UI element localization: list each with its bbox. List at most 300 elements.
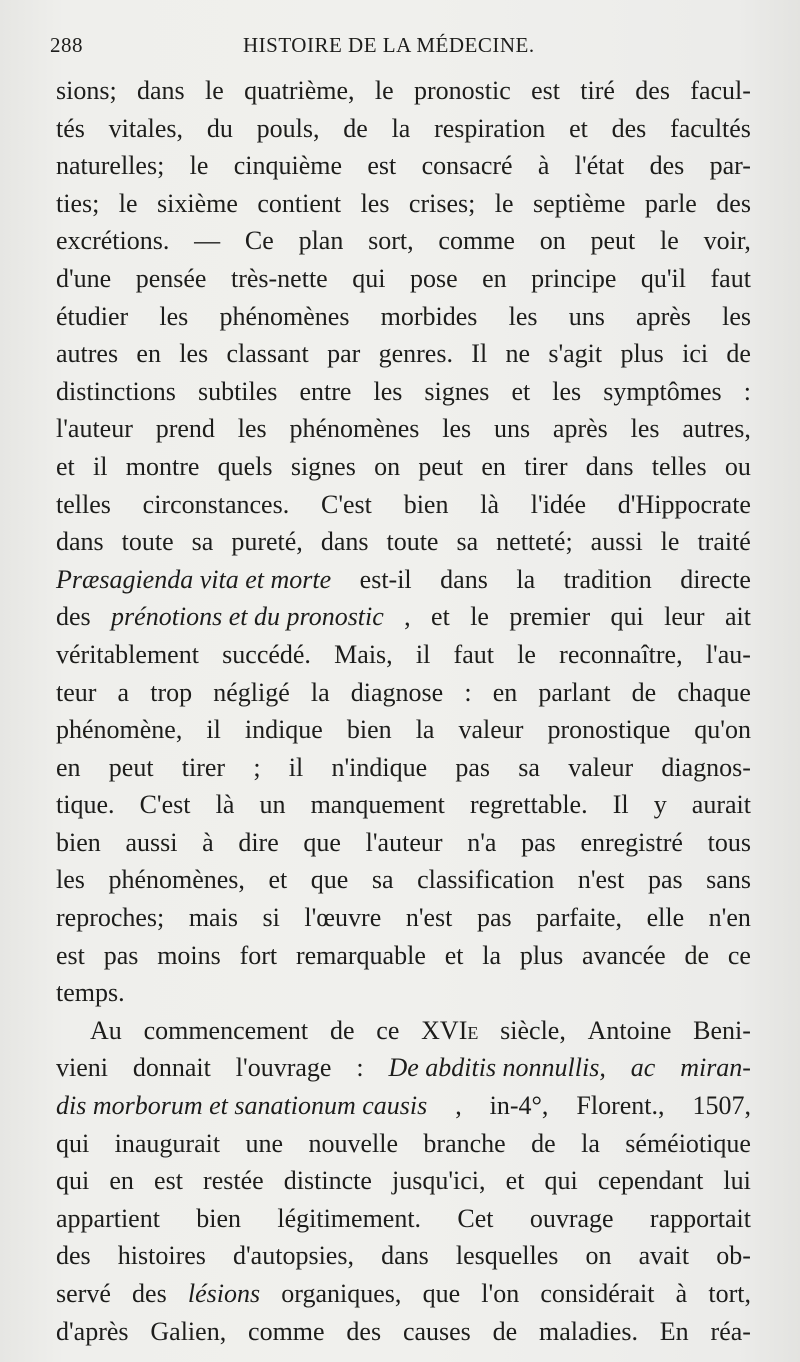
word: sa [456,527,479,557]
word: C'est [139,790,191,820]
word: ce [727,940,751,970]
word: En [659,1316,689,1346]
word: le [374,76,394,105]
word: séméiotique [625,1128,751,1158]
word: mais [188,903,238,933]
word: Il [612,790,629,820]
word: valeur [568,752,634,782]
word: cependant [597,1166,704,1196]
word: l'on [481,1279,520,1308]
word: dis morborum et sanationum causis [56,1091,428,1121]
word: dans [56,527,104,557]
text-line [56,937,751,975]
body-text [56,72,751,1350]
text-line [56,110,751,148]
word: dans [137,76,185,105]
word: Beni- [693,1015,751,1045]
text-line [56,636,751,674]
word: bien [56,827,101,857]
word: qui [544,1166,578,1196]
word: : [743,376,751,406]
word: on [374,451,401,481]
word: lésions [187,1279,261,1308]
word: facul- [690,76,751,105]
word: sort, [368,226,414,256]
word: Il [471,339,488,369]
word: d'Hippocrate [617,489,751,519]
word: pureté, [231,527,303,557]
word: qu'on [694,715,751,745]
word: par- [709,151,751,181]
word: moins [157,940,221,970]
word: aussi [590,527,643,557]
word: tirer [524,451,568,481]
word: ici [682,339,709,369]
word: des [635,76,670,105]
word: De abditis nonnullis, [388,1053,606,1083]
word: faut [453,639,494,669]
word: les [508,301,538,331]
word: facultés [670,113,751,143]
word: les [630,414,660,444]
word: après [636,301,691,331]
word: qui [56,1128,90,1158]
word: maladies. [539,1316,638,1346]
word: il [415,639,431,669]
word: distinctions [56,376,176,406]
word: parfaite, [536,903,623,933]
word: pronostique [547,715,671,745]
word: qui [352,263,386,293]
text-line [56,410,751,448]
word: et [56,451,75,481]
word: une [245,1128,284,1158]
word: étudier [56,301,129,331]
word: siècle, [500,1015,566,1045]
text-line [56,749,751,787]
word: donnait [132,1053,211,1083]
word: avait [638,1241,690,1271]
word: servé [56,1279,111,1308]
word: dans [440,564,488,594]
word: que [310,865,349,895]
word: que [422,1279,461,1308]
word: les [179,339,209,369]
word: telles [651,451,707,481]
word: sa [518,752,540,782]
word: Galien, [150,1316,227,1346]
word: en [492,677,518,707]
word: le [660,527,680,557]
word: : [356,1053,364,1083]
word: naturelles; [56,151,165,181]
word: en [136,339,161,369]
word: classification [417,865,555,895]
word: en [56,752,81,782]
text-line [56,786,751,824]
word: ties; [56,188,100,218]
text-line [56,1162,751,1200]
text-line [56,72,751,110]
word: sans [706,865,751,895]
word: rapportait [649,1203,751,1233]
word: les [159,301,189,331]
word: Ce [244,226,274,256]
word: excrétions. [56,226,170,256]
text-line [56,1313,751,1351]
word: indique [244,715,323,745]
word: d'une [56,263,112,293]
word: signes [424,376,490,406]
word: tiré [580,76,615,105]
word: des [56,1241,91,1271]
word: comme [438,226,515,256]
word: il [206,715,221,745]
text-line [56,711,751,749]
word: le [470,602,489,632]
word: ob- [716,1241,751,1271]
word: leur [664,602,705,632]
word: après [552,414,608,444]
word: tort, [708,1279,751,1308]
word: ouvrage [529,1203,614,1233]
word: classant [226,339,309,369]
word: des [346,1316,382,1346]
word: n'est [577,865,625,895]
word: morbides [380,301,478,331]
word: phénomènes, [108,865,245,895]
word: l'au- [705,639,751,669]
word: C'est [320,489,372,519]
word: tirer [181,752,226,782]
word: la [516,564,536,594]
text-line [56,974,751,1012]
word: pas [521,827,556,857]
text-line [56,1200,751,1238]
word: la [391,113,411,143]
word: uns [493,414,531,444]
word: telles [56,489,111,519]
word: d'après [56,1316,129,1346]
word: regrettable. [469,790,588,820]
word: enregistré [580,827,683,857]
word: ; [253,752,261,782]
word: ce [376,1015,400,1045]
word: Mais, [334,639,393,669]
word: là [215,790,235,820]
word: le [189,151,209,181]
word: bien [346,715,392,745]
word: là [480,489,499,519]
word: sa [371,865,394,895]
word: genres. [378,339,453,369]
word: netteté; [496,527,573,557]
word: fort [239,940,278,970]
word: distincte [283,1166,372,1196]
word: les [722,301,751,331]
word: contient [257,188,342,218]
word: n'en [708,903,751,933]
word: très-nette [230,263,328,293]
word: tradition [563,564,652,594]
running-title: HISTOIRE DE LA MÉDECINE. [243,33,535,57]
word: par [327,339,361,369]
word: traité [697,527,751,557]
word: XVIe [421,1015,479,1045]
word: elle [646,903,685,933]
word: qu'il [640,263,686,293]
word: septième [533,188,626,218]
word: ac [630,1053,656,1083]
word: reconnaître, [559,639,683,669]
word: phénomène, [56,715,183,745]
word: tous [707,827,751,857]
word: et [431,602,450,632]
word: montre [125,451,200,481]
text-line [56,298,751,336]
word: plan [298,226,344,256]
word: la [415,715,435,745]
word: de [531,1128,556,1158]
word: de [631,677,657,707]
word: dans [320,527,369,557]
word: considérait [540,1279,655,1308]
word: de [329,1015,355,1045]
word: on [585,1241,612,1271]
word: faut [710,263,751,293]
word: manquement [310,790,445,820]
word: consacré [421,151,513,181]
text-line [56,147,751,185]
word: et [505,1166,525,1196]
word: Florent., [576,1091,665,1121]
word: peut [418,451,464,481]
page-number: 288 [50,33,83,57]
word: tique. [56,790,115,820]
word: le [494,188,514,218]
word: et [569,113,588,143]
word: des [56,602,91,632]
running-head [50,33,760,59]
word: des [649,151,685,181]
word: toute [121,527,174,557]
word: n'indique [331,752,428,782]
word: tés [56,113,85,143]
word: ne [505,339,531,369]
word: pronostic [413,76,511,105]
word: sixième [157,188,238,218]
word: restée [203,1166,264,1196]
word: des [611,113,647,143]
word: in-4°, [489,1091,549,1121]
word: et [444,940,464,970]
word: des [716,188,751,218]
word: lui [723,1166,751,1196]
word: autres, [682,414,751,444]
word: pas [476,903,512,933]
text-line [56,861,751,899]
word: aurait [691,790,751,820]
text-line [56,1087,751,1125]
word: de [492,1316,518,1346]
word: entre [299,376,352,406]
word: causes [402,1316,471,1346]
word: de [684,940,710,970]
word: n'a [467,827,497,857]
text-line [56,335,751,373]
word: histoires [117,1241,206,1271]
word: la [581,1128,600,1158]
word: est [531,76,560,105]
word: 1507, [692,1091,751,1121]
word: l'œuvre [304,903,382,933]
word: véritablement [56,639,199,669]
word: respiration [434,113,546,143]
word: parlant [538,677,611,707]
text-line [56,373,751,411]
word: succédé. [222,639,311,669]
word: pensée [135,263,207,293]
text-line [56,523,751,561]
word: l'ouvrage [235,1053,332,1083]
word: parle [644,188,697,218]
word: les [552,376,582,406]
word: autres [56,339,119,369]
word: à [202,827,214,857]
word: n'est [405,903,453,933]
word: s'agit [548,339,603,369]
word: la [482,940,502,970]
word: — [194,226,221,256]
word: le [517,639,536,669]
word: que [303,827,341,857]
word: l'idée [530,489,586,519]
word: vieni [56,1053,108,1083]
word: diagnos- [661,752,751,782]
word: dans [381,1241,429,1271]
word: l'auteur [56,414,133,444]
word: et [268,865,288,895]
word: et [511,376,531,406]
word: valeur [458,715,524,745]
word: du [206,113,233,143]
text-line [56,1275,751,1313]
text-line [56,486,751,524]
word: le [660,226,679,256]
word: en [481,451,506,481]
word: l'auteur [365,827,443,857]
word: le [205,76,224,105]
word: qui [56,1166,90,1196]
word: négligé [213,677,290,707]
text-line [56,1012,751,1050]
word: un [259,790,286,820]
word: voir, [703,226,751,256]
word: à [537,151,550,181]
text-line [56,1049,751,1087]
word: est-il [359,564,412,594]
word: l'état [574,151,625,181]
word: peut [590,226,636,256]
word: les [237,414,267,444]
word: d'autopsies, [233,1241,354,1271]
word: uns [568,301,605,331]
word: de [726,339,751,369]
word: la [310,677,330,707]
word: il [93,451,108,481]
word: phénomènes [289,414,420,444]
word: quatrième, [244,76,355,105]
text-line [56,1125,751,1163]
word: appartient [56,1203,160,1233]
word: bien [403,489,449,519]
word: dans [585,451,634,481]
word: reproches; [56,903,165,933]
word: , [404,602,411,632]
word: est [154,1166,183,1196]
word: pas [647,865,683,895]
word: prend [155,414,215,444]
text-line [56,448,751,486]
word: trop [150,677,193,707]
text-line [56,222,751,260]
text-line [56,899,751,937]
text-line [56,1237,751,1275]
word: réa- [710,1316,751,1346]
word: des [132,1279,167,1308]
word: pouls, [256,113,320,143]
word: miran- [680,1053,751,1083]
word: teur [56,677,97,707]
word: subtiles [197,376,278,406]
word: crises; [408,188,476,218]
word: plus [620,339,664,369]
word: les [442,414,472,444]
word: il [288,752,304,782]
word: premier [509,602,591,632]
word: les [56,865,85,895]
text-line [56,598,751,636]
word: pas [103,940,139,970]
word: a [117,677,130,707]
word: nouvelle [308,1128,398,1158]
word: branche [423,1128,506,1158]
word: lesquelles [455,1241,559,1271]
word: circonstances. [142,489,290,519]
word: le [118,188,138,218]
word: pose [409,263,458,293]
word: diagnose [350,677,444,707]
word: en [109,1166,134,1196]
word: signes [290,451,356,481]
text-line [56,260,751,298]
word: y [653,790,667,820]
word: dire [238,827,279,857]
word: pas [455,752,491,782]
word: quels [217,451,273,481]
word: principe [531,263,617,293]
word: est [56,940,85,970]
word: Præsagienda vita et morte [56,564,332,594]
word: légitimement. [277,1203,422,1233]
word: organiques, [281,1279,402,1308]
word: vitales, [108,113,184,143]
text-line [56,824,751,862]
word: les [360,188,390,218]
word: ou [724,451,751,481]
word: Au [90,1015,122,1045]
word: si [262,903,280,933]
